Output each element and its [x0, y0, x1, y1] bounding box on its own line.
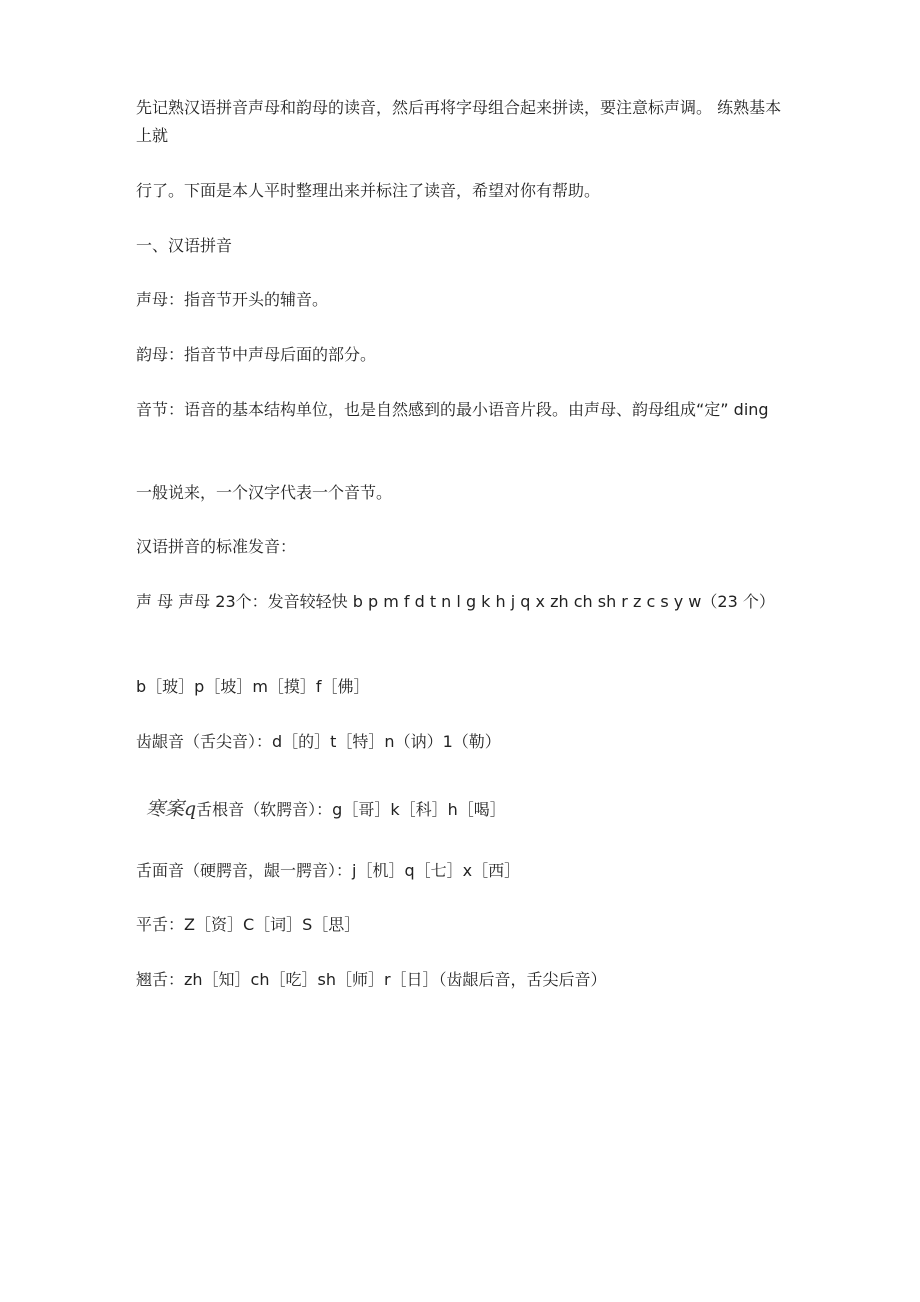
paragraph-syllable-definition: 音节：语音的基本结构单位，也是自然感到的最小语音片段。由声母、韵母组成“定” ding [136, 400, 769, 419]
velar-sounds-text: 舌根音（软腭音）：g［哥］k［科］h［喝］ [196, 800, 506, 819]
paragraph-labial-sounds: b［玻］p［坡］m［摸］f［佛］ [136, 677, 370, 696]
paragraph-initials-definition: 声母：指音节开头的辅音。 [136, 290, 329, 309]
paragraph-character-syllable: 一般说来，一个汉字代表一个音节。 [136, 483, 393, 502]
paragraph-retroflex: 翘舌：zh［知］ch［吃］sh［师］r［日］（齿龈后音，舌尖后音） [136, 970, 607, 989]
paragraph-intro: 先记熟汉语拼音声母和韵母的读音，然后再将字母组合起来拼读，要注意标声调。 练熟基本上就 [136, 98, 782, 145]
section-heading: 一、汉语拼音 [136, 236, 233, 255]
paragraph-flat-tongue: 平舌：Z［资］C［词］S［思］ [136, 915, 361, 934]
paragraph-standard-pronunciation: 汉语拼音的标准发音： [136, 537, 297, 556]
paragraph-palatal-sounds: 舌面音（硬腭音，龈一腭音）：j［机］q［七］x［西］ [136, 861, 521, 880]
paragraph-alveolar-sounds: 齿龈音（舌尖音）：d［的］t［特］n（讷）1（勒） [136, 732, 501, 751]
handwritten-mark: 寒案q [146, 798, 197, 820]
paragraph-finals-definition: 韵母：指音节中声母后面的部分。 [136, 345, 377, 364]
paragraph-velar-sounds [136, 795, 786, 824]
paragraph-initials-list: 声 母 声母 23个：发音较轻快 b p m f d t n l g k h j q x zh ch sh r z c s y w（23 个） [136, 592, 775, 611]
paragraph-intro-continued: 行了。下面是本人平时整理出来并标注了读音，希望对你有帮助。 [136, 181, 601, 200]
